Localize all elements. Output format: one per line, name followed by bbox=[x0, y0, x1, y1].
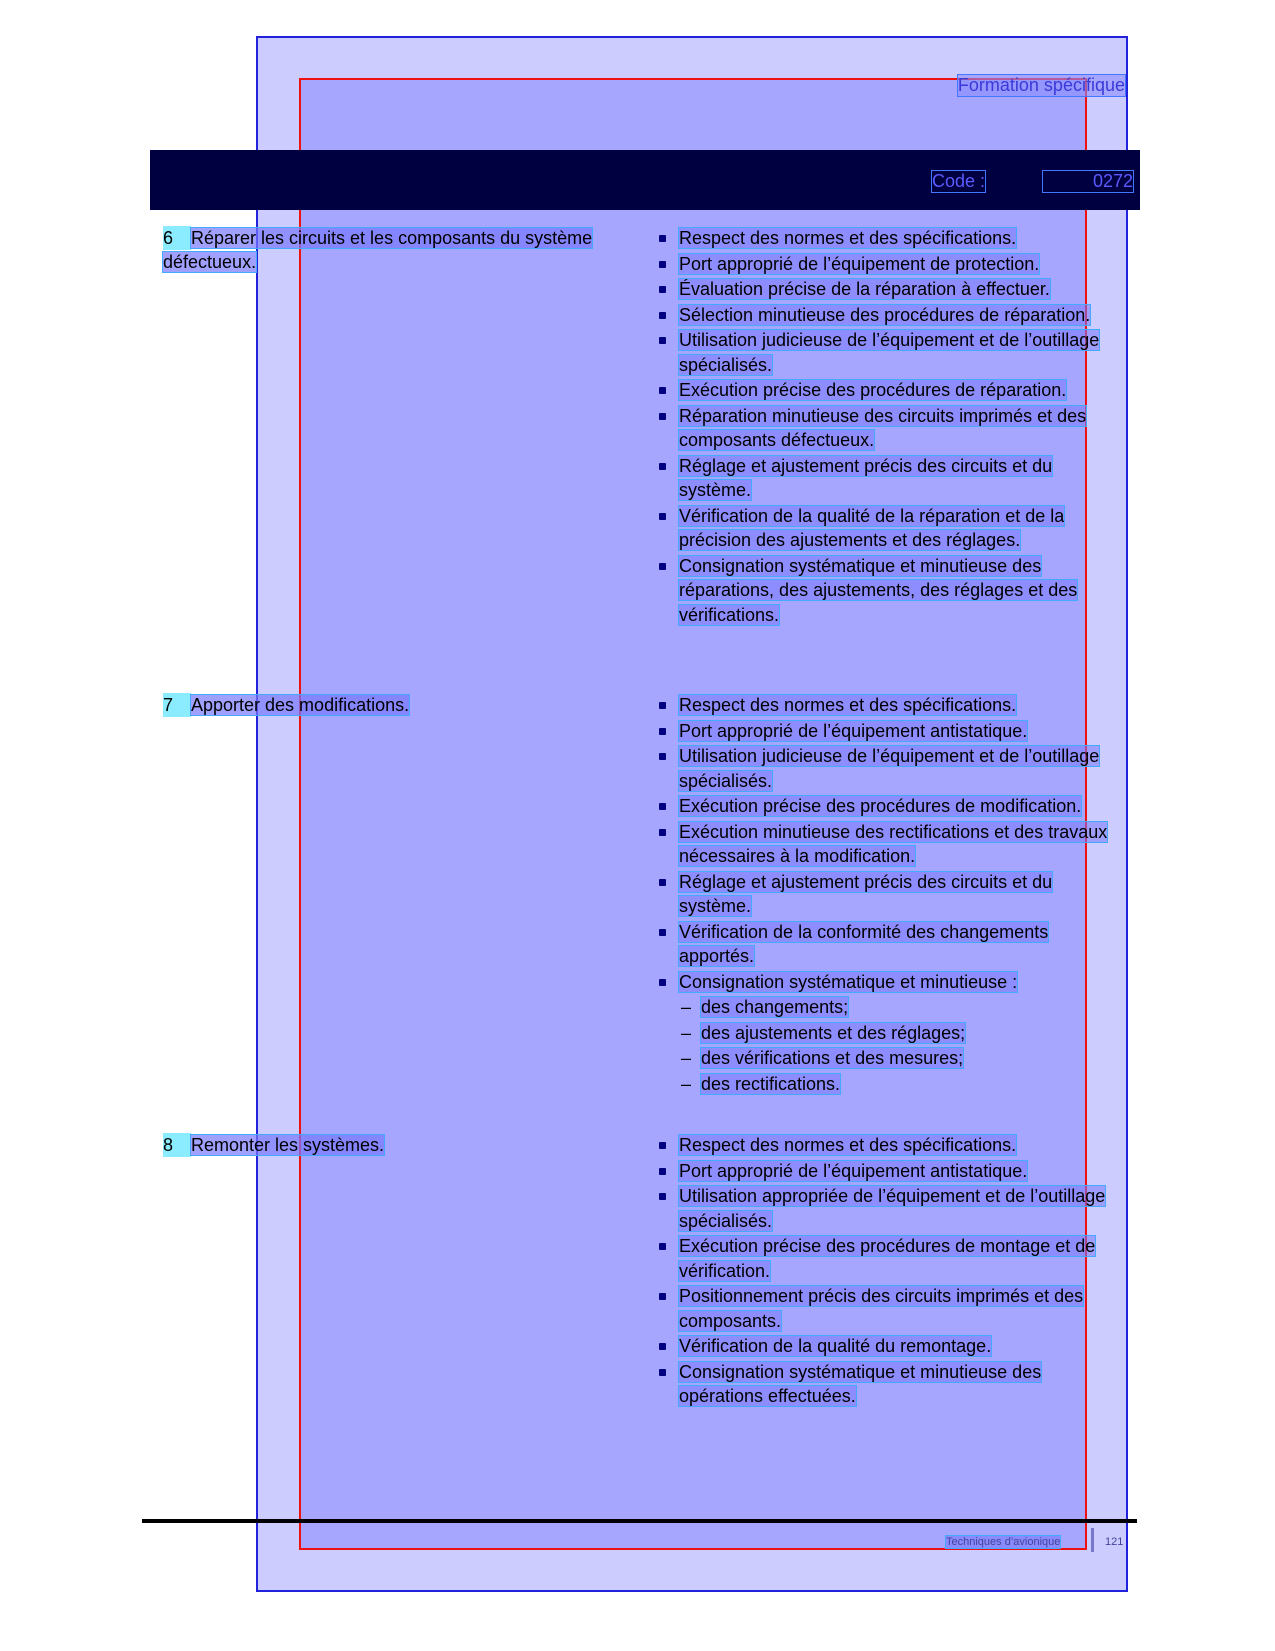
criterion-item bbox=[657, 920, 1127, 969]
criterion-item bbox=[657, 1284, 1127, 1333]
bullet-icon bbox=[659, 387, 666, 394]
criterion-text: Port approprié de l’équipement de protection. bbox=[679, 253, 1040, 274]
bullet-icon bbox=[659, 1243, 666, 1250]
criterion-text: Réglage et ajustement précis des circuits et du système. bbox=[679, 455, 1053, 500]
criterion-text: Consignation systématique et minutieuse des opérations effectuées. bbox=[679, 1361, 1042, 1406]
bullet-icon bbox=[659, 261, 666, 268]
bullet-icon bbox=[659, 563, 666, 570]
criterion-text: Exécution précise des procédures de réparation. bbox=[679, 380, 1067, 400]
criterion-item bbox=[657, 454, 1127, 503]
bullet-icon bbox=[659, 702, 666, 709]
sub-item-text: des ajustements et des réglages; bbox=[701, 1022, 966, 1043]
criterion-text: Vérification de la qualité de la réparation et de la précision des ajustements et des réglages. bbox=[679, 505, 1065, 550]
criterion-text: Utilisation appropriée de l’équipement et de l’outillage spécialisés. bbox=[679, 1186, 1106, 1231]
sub-item-text: des rectifications. bbox=[701, 1073, 841, 1094]
criterion-text: Vérification de la qualité du remontage. bbox=[679, 1336, 992, 1356]
bullet-icon bbox=[659, 929, 666, 936]
criterion-text: Réglage et ajustement précis des circuits et du système. bbox=[679, 871, 1053, 916]
criterion-item bbox=[657, 1184, 1127, 1233]
bullet-icon bbox=[659, 1343, 666, 1350]
criterion-item bbox=[657, 970, 1127, 995]
criterion-item bbox=[657, 277, 1127, 302]
criterion-item bbox=[657, 378, 1127, 403]
bullet-icon bbox=[659, 286, 666, 293]
criterion-item bbox=[657, 303, 1127, 328]
bullet-icon bbox=[659, 753, 666, 760]
criterion-item bbox=[657, 1360, 1127, 1409]
dash-icon: – bbox=[681, 1022, 692, 1043]
bullet-icon bbox=[659, 1142, 666, 1149]
bullet-icon bbox=[659, 803, 666, 810]
dash-icon: – bbox=[681, 1048, 692, 1068]
bullet-icon bbox=[659, 1168, 666, 1175]
step-6 bbox=[163, 226, 663, 274]
bullet-icon bbox=[659, 513, 666, 520]
bullet-icon bbox=[659, 337, 666, 344]
step-7 bbox=[163, 693, 663, 717]
footer-separator bbox=[1091, 1528, 1094, 1552]
criterion-item bbox=[657, 870, 1127, 919]
page-header-title: Formation spécifique bbox=[957, 75, 1125, 95]
step-text: Remonter les systèmes. bbox=[191, 1135, 385, 1155]
sub-item-text: des vérifications et des mesures; bbox=[701, 1048, 964, 1068]
sub-item bbox=[657, 995, 1127, 1020]
criterion-item bbox=[657, 328, 1127, 377]
code-label: Code : bbox=[931, 171, 985, 191]
step-number: 6 bbox=[163, 226, 191, 250]
criterion-text: Vérification de la conformité des changements apportés. bbox=[679, 921, 1049, 966]
criterion-item bbox=[657, 554, 1127, 628]
criterion-text: Évaluation précise de la réparation à effectuer. bbox=[679, 279, 1050, 299]
criterion-text: Utilisation judicieuse de l’équipement et de l’outillage spécialisés. bbox=[679, 746, 1100, 791]
criterion-item bbox=[657, 693, 1127, 718]
criterion-text: Respect des normes et des spécifications. bbox=[679, 695, 1017, 715]
bullet-icon bbox=[659, 1293, 666, 1300]
criterion-item bbox=[657, 1334, 1127, 1359]
criterion-item bbox=[657, 744, 1127, 793]
criterion-text: Respect des normes et des spécifications. bbox=[679, 228, 1017, 248]
criterion-item bbox=[657, 820, 1127, 869]
bullet-icon bbox=[659, 463, 666, 470]
step-8 bbox=[163, 1133, 663, 1157]
step-text: Réparer les circuits et les composants du système défectueux. bbox=[163, 228, 593, 272]
criterion-text: Exécution précise des procédures de montage et de vérification. bbox=[679, 1236, 1096, 1281]
bullet-icon bbox=[659, 1369, 666, 1376]
criterion-item bbox=[657, 504, 1127, 553]
bullet-icon bbox=[659, 413, 666, 420]
code-value: 0272 bbox=[1043, 171, 1133, 192]
criteria-list-8 bbox=[657, 1133, 1127, 1410]
criterion-text: Consignation systématique et minutieuse : bbox=[679, 971, 1018, 992]
step-text: Apporter des modifications. bbox=[191, 695, 410, 715]
criterion-item bbox=[657, 226, 1127, 251]
criterion-text: Port approprié de l’équipement antistatique. bbox=[679, 1160, 1028, 1181]
criterion-text: Sélection minutieuse des procédures de réparation. bbox=[679, 304, 1091, 325]
criterion-item bbox=[657, 404, 1127, 453]
criterion-item bbox=[657, 1159, 1127, 1184]
dash-icon: – bbox=[681, 1073, 692, 1094]
criterion-text: Exécution précise des procédures de modification. bbox=[679, 796, 1082, 816]
criterion-text: Port approprié de l’équipement antistatique. bbox=[679, 720, 1028, 741]
bullet-icon bbox=[659, 728, 666, 735]
criterion-text: Positionnement précis des circuits imprimés et des composants. bbox=[679, 1286, 1084, 1331]
bullet-icon bbox=[659, 1193, 666, 1200]
sub-item bbox=[657, 1021, 1127, 1046]
criterion-text: Réparation minutieuse des circuits imprimés et des composants défectueux. bbox=[679, 405, 1087, 450]
criterion-text: Exécution minutieuse des rectifications et des travaux nécessaires à la modification. bbox=[679, 821, 1108, 866]
bullet-icon bbox=[659, 235, 666, 242]
code-bar bbox=[150, 150, 1140, 210]
criteria-list-7 bbox=[657, 693, 1127, 1097]
step-number: 7 bbox=[163, 693, 191, 717]
criterion-item bbox=[657, 252, 1127, 277]
footer-rule bbox=[142, 1519, 1137, 1523]
dash-icon: – bbox=[681, 997, 692, 1017]
bullet-icon bbox=[659, 879, 666, 886]
bullet-icon bbox=[659, 312, 666, 319]
footer-page-number: 121 bbox=[1105, 1536, 1124, 1548]
sub-item bbox=[657, 1072, 1127, 1097]
bullet-icon bbox=[659, 979, 666, 986]
criteria-list-6 bbox=[657, 226, 1127, 628]
criterion-text: Respect des normes et des spécifications. bbox=[679, 1135, 1017, 1155]
criterion-item bbox=[657, 1133, 1127, 1158]
criterion-text: Consignation systématique et minutieuse des réparations, des ajustements, des réglages et des vérifications. bbox=[679, 555, 1078, 625]
criterion-item bbox=[657, 719, 1127, 744]
footer-program: Techniques d’avionique bbox=[946, 1536, 1061, 1548]
step-number: 8 bbox=[163, 1133, 191, 1157]
bullet-icon bbox=[659, 829, 666, 836]
criterion-item bbox=[657, 1234, 1127, 1283]
sub-item-text: des changements; bbox=[701, 997, 849, 1017]
criterion-item bbox=[657, 794, 1127, 819]
criterion-text: Utilisation judicieuse de l’équipement et de l’outillage spécialisés. bbox=[679, 330, 1100, 375]
sub-item bbox=[657, 1046, 1127, 1071]
